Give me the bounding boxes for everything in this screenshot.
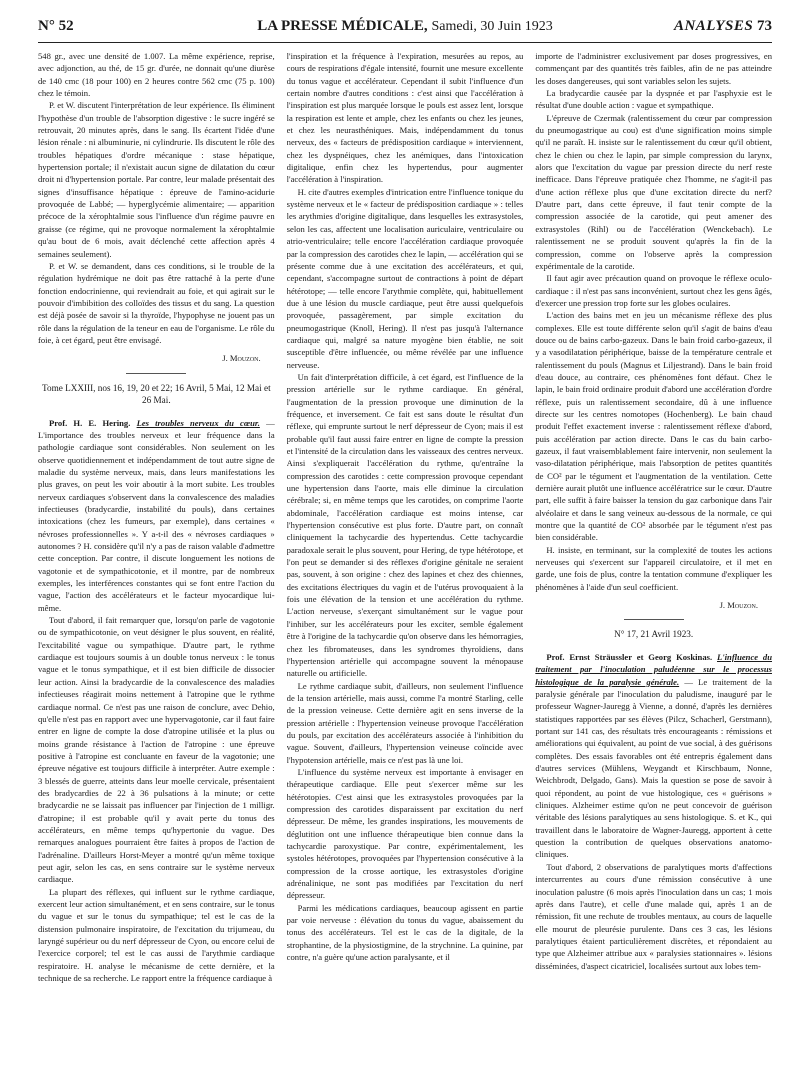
paragraph: La bradycardie causée par la dyspnée et par l'asphyxie est le résultat d'une double action : vague et sympathique. — [535, 88, 772, 111]
paragraph: l'inspiration et la fréquence à l'expiration, mesurées au repos, au cours de respirations d'égale intensité, fournit une mesure excellente du tonus vague et accélérateur. Cependant il subit l'influence d'un certain nombre d'autres conditions : c'est ainsi que l'accélération à l'inspiration est plus marquée lorsque le pouls est assez lent, lorsque la respiration est lente et ample, chez les enfants ou chez les jeunes, et chez les neurasthéniques. Mais, indépendamment du tonus nerveux, des « facteurs de prédisposition cardiaque » interviennent, chez les dyspnéiques, chez les anémiques, dans l'intoxication digitalique, enfin chez les hypertendus, pour augmenter l'accélération à l'inspiration. — [286, 51, 524, 185]
article-paragraph — [535, 651, 772, 861]
paragraph: L'influence du système nerveux est importante à envisager en thérapeutique cardiaque. Elle peut s'exercer même sur les hétérotopies. C'est ainsi que les extrasystoles provoquées par la compression des carotides disparaissent par excitation du nerf dépresseur. De même, les grandes inspirations, les mouvements de déglutition ont une influence thérapeutique bien connue dans la tachycardie paroxystique. Par contre, expérimentalement, les systoles hétérotopes, provoquées par l'hypertension consécutive à la compression de la crosse aortique, les extrasystoles d'origine adrénalinique, ne sont pas modifiées par l'excitation du nerf dépresseur. — [286, 766, 524, 901]
paragraph: Il faut agir avec précaution quand on provoque le réflexe oculo-cardiaque : il n'est pas sans inconvénient, surtout chez les gens âgés, d'exercer une pression trop forte sur les globes oculaires. — [535, 273, 772, 308]
paragraph: P. et W. discutent l'interprétation de leur expérience. Ils éliminent l'hypothèse d'un trouble de l'absorption digestive : le sucre ingéré se retrouvait, 20 minutes après, dans le sang. Ils écartent l'idée d'une lésion rénale : ni albuminurie, ni cylindrurie. Ils discutent le rôle des troubles hépatiques d'ordre mécanique : stase hépatique, hypertension portale; il n'existait aucun signe de dilatation du cœur droit ni d'hypertension portale. Par contre, leur malade présentait des signes d'insuffisance hépatique : épreuve de l'amino-acidurie provoquée de Labbé; — hyperglycémie alimentaire; — apparition précoce de la xérophtalmie sous l'influence d'un régime pauvre en graisse (ce régime, qui ne provoque normalement la xérophtalmie qu'au bout de 6 mois, avait déclenché cette affection après 4 semaines seulement). — [38, 100, 275, 259]
issue-date: Samedi, 30 Juin 1923 — [431, 19, 553, 34]
paragraph: Un fait d'interprétation difficile, à cet égard, est l'influence de la pression artérielle sur le rythme cardiaque. En général, l'augmentation de la pression provoque une diminution de la fréquence, et inversement. Ce fait est sans doute le résultat d'un réflexe, qui emprunte surtout le nerf dépresseur de Cyon; mais il est probable qu'il faut aussi faire entrer en ligne de compte la pression et l'intensité de la circulation dans les vaisseaux des centres nerveux. Ainsi s'expliquerait l'accélération du rythme, qu'entraîne la compression des carotides : cette compression provoque cependant une hypertension dans l'aorte, mais elle diminue la circulation cérébrale; si, en même temps que les carotides, on comprime l'aorte abdominale, l'accélération cardiaque est moins intense, car l'hypertension consécutive est plus forte. D'autre part, on connaît cliniquement la tachycardie des hypertendus. Cette tachycardie paradoxale serait le plus souvent, pour Hering, de type hétérotope, et l'on peut se demander si des réflexes d'origine génitale ne seraient pas, souvent, à son origine : chez des lapines et chez des chiennes, des excitations électriques du vagin et de l'utérus provoquaient à la fois une élévation de la tension et une accélération du rythme. L'action nerveuse, s'exerçant simultanément sur le vague pour l'inhiber, sur les accélérateurs pour les exciter, semble également être à l'origine de la tachycardie qu'on observe dans les hémorragies, chez les fibromateuses, dans les syndromes thyroïdiens, dans l'hypertension artérielle qui accompagne souvent la ménopause naturelle ou artificielle. — [286, 371, 524, 679]
section-name: ANALYSES — [673, 18, 754, 34]
article-author: Prof. H. E. Hering. — [49, 417, 131, 428]
paragraph: Parmi les médications cardiaques, beaucoup agissent en partie par voie nerveuse : élévation du tonus du vague, abaissement du tonus des accélérateurs. Tel est le cas de la digitale, de la strophantine, de la physiostigmine, de la strychnine. La quinine, par contre, n'a guère qu'une action paralysante, et il — [286, 902, 524, 963]
paragraph: importe de l'administrer exclusivement par doses progressives, en commençant par des quantités très faibles, afin de ne pas atteindre les doses dangereuses, qui sont variables selon les sujets. — [535, 51, 772, 86]
article-title: L'influence du traitement par l'inoculation paludéenne sur le processus histologique de la paralysie générale. — [535, 651, 772, 687]
article-paragraph — [38, 417, 275, 615]
article-title: Les troubles nerveux du cœur. — [136, 417, 260, 428]
paragraph: L'action des bains met en jeu un mécanisme réflexe des plus complexes. Elle est toute différente selon qu'il s'agit de bains d'eau douce ou de bains carbo-gazeux. Dans le bain froid carbo-gazeux, il y a vasodilatation périphérique, baisse de la température centrale et ralentissement du pouls (Magnus et Liljestrand). Dans le bain froid d'eau douce, au contraire, ces phénomènes font défaut. Chez le lapin, le bain froid ordinaire produit d'abord une accélération d'ordre réflexe, puis un ralentissement secondaire, dû à une influence directe sur les centres nomotopes (Hochenberg). Le bain chaud produit l'effet exactement inverse : ralentissement réflexe d'abord, puis accélération par action directe. Dans le cas du bain carbo-gazeux, il faut vraisemblablement faire intervenir, non seulement la vaso-dilatation périphérique, mais l'absorption de petites quantités de CO² par le tégument et l'augmentation de la ventilation. Cette dernière aurait plutôt une influence accélératrice sur le cœur. D'autre part, elle suffit à faire baisser la tension du gaz carbonique dans l'air alvéolaire et dans le sang veineux au-dessous de la normale, ce qui montre que la quantité de CO² absorbée par le tégument n'est pas bien considérable. — [535, 310, 772, 543]
article-columns — [38, 50, 772, 1072]
journal-reference: Tome LXXIII, nos 16, 19, 20 et 22; 16 Avril, 5 Mai, 12 Mai et 26 Mai. — [42, 382, 271, 406]
page-number: 73 — [757, 18, 772, 34]
paragraph: P. et W. se demandent, dans ces conditions, si le trouble de la régulation hydrémique ne doit pas être rattaché à la perte d'une fonction endocrinienne, qui reviendrait au foie, et qui agirait sur le pouvoir d'imbibition des colloïdes des tissus et du sang. La question est déjà posée de savoir si la thyroïde, l'hypophyse ne jouent pas un rôle dans la régulation de la teneur en eau de l'organisme. Le rôle du foie, à cet égard, peut être envisagé. — [38, 260, 275, 345]
section-heading — [674, 18, 772, 35]
paragraph: H. cite d'autres exemples d'intrication entre l'influence tonique du système nerveux et le « facteur de prédisposition cardiaque » : telles les arythmies d'origine digitalique, dans lesquelles les extrasystoles, selon les cas, affectent une localisation auriculaire, ventriculaire ou atrio-ventriculaire; telle encore l'accélération cardiaque provoquée par la compression des carotides chez le lapin, — accélération qui se présente comme due à une excitation des accélérateurs, et qui, cependant, s'accompagne surtout de contractions à point de départ hétérotope; — telle encore l'arythmie complète, qui, habituellement due à une lésion du muscle cardiaque, peut être aussi quelquefois provoquée, passagèrement, par simple excitation du pneumogastrique (Knoll, Hering). Il n'est pas jusqu'à l'alternance cardiaque qui, malgré sa nature myogène bien établie, ne soit susceptible d'être influencée, ou même révélée par une influence nerveuse. — [286, 186, 524, 370]
paragraph: H. insiste, en terminant, sur la complexité de toutes les actions nerveuses qui s'exercent sur l'appareil circulatoire, et il met en garde, une fois de plus, contre la tentation commune d'expliquer les phénomènes à l'aide d'un seul coefficient. — [535, 544, 772, 592]
issue-number: N° 52 — [38, 18, 74, 34]
paragraph: La plupart des réflexes, qui influent sur le rythme cardiaque, exercent leur action simultanément, et en sens contraire, sur le tonus du vague et sur le tonus du sympathique; tel est le cas de la distension pulmonaire inspiratoire, de l'excitation du trijumeau, du laryngé supérieur ou du nerf dépresseur de Cyon, ou encore celui de l'exercice corporel; tel est le cas aussi de l'arythmie cardiaque respiratoire. H. analyse le mécanisme de cette dernière, et la technique de sa recherche. Le rapport entre la fréquence cardiaque à — [38, 886, 275, 984]
article-author: Prof. Ernst Sträussler et Georg Koskinas. — [546, 651, 713, 662]
author-signature: J. Mouzon. — [719, 600, 758, 611]
author-signature: J. Mouzon. — [222, 353, 261, 364]
article-text: — Le traitement de la paralysie générale par l'inoculation du paludisme, inauguré par le professeur Wagner-Jauregg à Vienne, a donné, d'après les dernières statistiques rapportées par ses élèves (Pilcz, Schacherl, Gerstmann), portant sur 141 cas, des résultats très encourageants : rémissions et améliorations qui équivalent, au point de vue social, à des guérisons complètes. Des essais favorables ont été entrepris également dans d'autres services (Mühlens, Weygandt et Kirschbaum, Nonne, Weichbrodt, Delgado, Gans). Mais la question se pose de savoir à quoi répondent, au point de vue histologique, ces « guérisons » cliniques. Alzheimer estime qu'on ne peut concevoir de guérison véritable des lésions paralytiques au sens histologique. S. et K., qui travaillent dans le laboratoire de Wagner-Jauregg, apportent à cette question la contribution de quelques observations anatomo-cliniques. — [535, 676, 772, 860]
paragraph: Tout d'abord, il fait remarquer que, lorsqu'on parle de vagotonie ou de sympathicotonie, on veut désigner le plus souvent, en réalité, l'excitabilité vague ou sympathique. D'autre part, le rythme cardiaque est toujours soumis à un double tonus nerveux : le tonus vague et le tonus sympathique, et il est bien difficile de dissocier leur action. Ainsi la bradycardie de la convalescence des maladies infectieuses réagirait moins nettement à l'atropine que le rythme cardiaque normal. Ce n'est pas une raison de conclure, avec Dehio, qu'elle n'est pas en rapport avec une hypervagotonie, car il faut faire entrer en ligne de compte la dose d'atropine utilisée et la plus ou moins grande résistance à l'action de l'atropine : une épreuve positive à l'atropine est concluante en faveur de la vagotonie; une épreuve négative est toujours difficile à interpréter. Autre exemple : 3 blessés de guerre, atteints dans leur moelle cervicale, présentaient des bradycardies de 22 à 36 pulsations à la minute; or cette bradycardie ne se laissait pas influencer par l'injection de 1 milligr. d'atropine; il est probable qu'il y avait perte du tonus des accélérateurs, en même temps qu'hypertonie du vague. Des remarques analogues pourraient être faites à propos de l'action de l'adrénaline. D'ailleurs Horst-Meyer a montré qu'un même toxique peut agir, selon les cas, en sens contraire sur le système nerveux cardiaque. — [38, 615, 275, 885]
column-3 — [535, 50, 772, 1072]
journal-name: LA PRESSE MÉDICALE, — [257, 18, 428, 34]
divider — [624, 619, 684, 620]
column-2 — [287, 50, 524, 1072]
article-text: — L'importance des troubles nerveux et leur fréquence dans la pathologie cardiaque sont considérables. Non seulement on les observe quotidiennement et indépendamment de tout autre signe de maladie du système nerveux, mais, dans leurs manifestations les plus graves, on peut les voir aboutir à la mort subite. Les troubles nerveux cardiaques s'observent dans la convalescence des maladies infectieuses (bradycardie, instabilité du pouls), dans certaines intoxications (chez les fumeurs, par exemple), dans certaines « névroses professionnelles ». Y a-t-il des « névroses cardiaques » autonomes ? H. considère qu'il n'y a pas de raison valable d'admettre cette conception. Par contre, il discute longuement les notions de vagotonie et de sympathicotonie, et il montre, par de nombreux exemples, les interférences constantes qui se font entre l'action du vague, l'action des accélérateurs et le facteur myocardique lui-même. — [38, 417, 275, 613]
journal-reference: N° 17, 21 Avril 1923. — [614, 629, 694, 640]
paragraph: 548 gr., avec une densité de 1.007. La même expérience, reprise, avec adjonction, au thé, de 15 gr. d'urée, ne donnait qu'une diurèse de 140 cmc (18 pour 100) en 2 heures contre 562 cmc (75 p. 100) chez le témoin. — [38, 51, 275, 99]
running-title — [38, 18, 772, 35]
paragraph: Tout d'abord, 2 observations de paralytiques morts d'affections intercurrentes au cours d'une rémission consécutive à une inoculation palustre (6 mois après l'inoculation dans un cas; 1 mois après dans l'autre), et celle d'une malade qui, après 1 an de rémission, fit une rechute de troubles mentaux, au cours de laquelle elle mourut de pleurésie purulente. Dans ces 3 cas, les lésions paralytiques étaient particulièrement discrètes, et répondaient au type que Alzheimer attribue aux « paralysies stationnaires ». lésions disséminées, d'aspect cicatriciel, localisées surtout aux lobes tem- — [535, 861, 772, 971]
column-1 — [38, 50, 275, 1072]
paragraph: Le rythme cardiaque subit, d'ailleurs, non seulement l'influence de la tension artérielle, mais aussi, comme l'a montré Starling, celle de la pression veineuse. Cette dernière agit en sens inverse de la pression artérielle : l'hypertension veineuse provoque l'accélération du pouls, par excitation des accélérateurs associée à l'inhibition du vague. Souvent, d'ailleurs, l'hypertension veineuse coïncide avec l'hypotension artérielle, mais ce n'est pas là une loi. — [286, 680, 524, 765]
page-header — [38, 14, 772, 43]
divider — [126, 373, 186, 374]
paragraph: L'épreuve de Czermak (ralentissement du cœur par compression du pneumogastrique au cou) est d'une signification moins simple qu'il ne paraît. H. insiste sur le ralentissement du cœur qu'il obtient, chez le chien ou chez le lapin, par simple compression du larynx, alors que l'excitation du vague par pression directe du nerf reste inefficace. Dans l'épreuve pratiquée chez l'homme, ne s'agit-il pas d'une action réflexe plus que d'une excitation directe du nerf? D'autre part, dans cette épreuve, il faut tenir compte de la compression associée de la carotide, qui peut amener des extrasystoles (Rihl) ou de l'accélération (Wenckebach). Le ralentissement ne se produit souvent qu'après la fin de la compression, comme on l'observe après la compression expérimentale de la carotide. — [535, 112, 772, 271]
